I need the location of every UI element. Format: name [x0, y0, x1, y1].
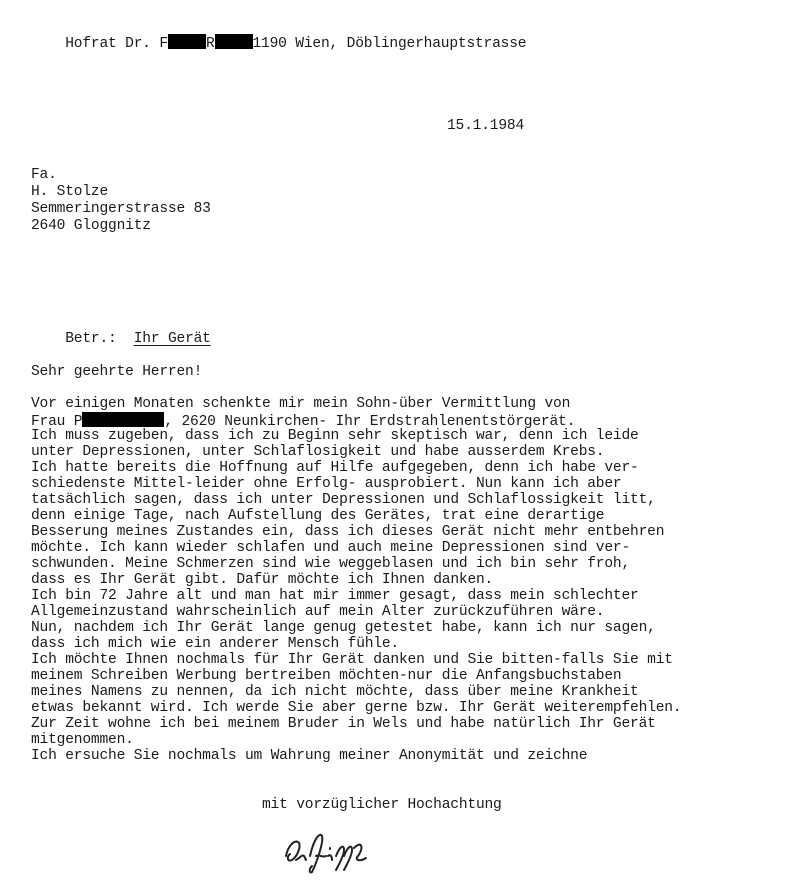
body-line: Vor einigen Monaten schenkte mir mein Sohn-über Vermittlung von	[31, 396, 571, 412]
redaction-bar	[215, 34, 253, 49]
salutation: Sehr geehrte Herren!	[31, 364, 203, 380]
body-line: meines Namens zu nennen, da ich nicht möchte, dass über meine Krankheit	[31, 684, 639, 700]
body-line: Ich ersuche Sie nochmals um Wahrung meiner Anonymität und zeichne	[31, 748, 588, 764]
recipient-line: 2640 Gloggnitz	[31, 218, 151, 234]
body-line-end: , 2620 Neunkirchen- Ihr Erdstrahlenentstörgerät.	[164, 414, 576, 430]
closing: mit vorzüglicher Hochachtung	[262, 797, 502, 813]
body-line: schiedenste Mittel-leider ohne Erfolg- ausprobiert. Nun kann ich aber	[31, 476, 622, 492]
body-line: etwas bekannt wird. Ich werde Sie aber gerne bzw. Ihr Gerät weiterempfehlen.	[31, 700, 682, 716]
body-line-start: Frau P	[31, 414, 83, 430]
body-line: Zur Zeit wohne ich bei meinem Bruder in Wels und habe natürlich Ihr Gerät	[31, 716, 656, 732]
body-line: Ich bin 72 Jahre alt und man hat mir immer gesagt, dass mein schlechter	[31, 588, 639, 604]
body-line: mitgenommen.	[31, 732, 134, 748]
body-line: dass ich mich wie ein anderer Mensch fühle.	[31, 636, 399, 652]
recipient-line: Semmeringerstrasse 83	[31, 201, 211, 217]
body-line: denn einige Tage, nach Aufstellung des Gerätes, trat eine derartige	[31, 508, 605, 524]
letterhead-initial: R	[205, 36, 215, 52]
subject-text: Ihr Gerät	[133, 331, 211, 347]
redaction-bar	[82, 412, 164, 427]
redaction-bar	[168, 34, 206, 49]
body-line: Nun, nachdem ich Ihr Gerät lange genug getestet habe, kann ich nur sagen,	[31, 620, 656, 636]
letter-date: 15.1.1984	[447, 118, 525, 134]
recipient-line: Fa.	[31, 167, 57, 183]
letterhead-address: 1190 Wien, Döblingerhauptstrasse	[252, 36, 527, 52]
letterhead	[31, 18, 526, 68]
body-line: Ich möchte Ihnen nochmals für Ihr Gerät danken und Sie bitten-falls Sie mit	[31, 652, 673, 668]
body-line: Ich hatte bereits die Hoffnung auf Hilfe aufgegeben, denn ich habe ver-	[31, 460, 639, 476]
body-line: unter Depressionen, unter Schlaflosigkeit und habe ausserdem Krebs.	[31, 444, 605, 460]
body-line: Allgemeinzustand wahrscheinlich auf mein Alter zurückzuführen wäre.	[31, 604, 605, 620]
recipient-line: H. Stolze	[31, 184, 109, 200]
body-line: dass es Ihr Gerät gibt. Dafür möchte ich Ihnen danken.	[31, 572, 494, 588]
body-line: schwunden. Meine Schmerzen sind wie weggeblasen und ich bin sehr froh,	[31, 556, 631, 572]
body-line: meinem Schreiben Werbung bertreiben möchten-nur die Anfangsbuchstaben	[31, 668, 622, 684]
body-line: Ich muss zugeben, dass ich zu Beginn sehr skeptisch war, denn ich leide	[31, 428, 639, 444]
body-line: tatsächlich sagen, dass ich unter Depressionen und Schlaflossigkeit litt,	[31, 492, 656, 508]
letterhead-title: Hofrat Dr. F	[65, 36, 168, 52]
subject-line	[31, 315, 211, 363]
body-line: Besserung meines Zustandes ein, dass ich dieses Gerät nicht mehr entbehren	[31, 524, 665, 540]
handwritten-signature	[280, 826, 400, 876]
subject-label: Betr.:	[65, 331, 117, 347]
body-line: möchte. Ich kann wieder schlafen und auch meine Depressionen sind ver-	[31, 540, 631, 556]
